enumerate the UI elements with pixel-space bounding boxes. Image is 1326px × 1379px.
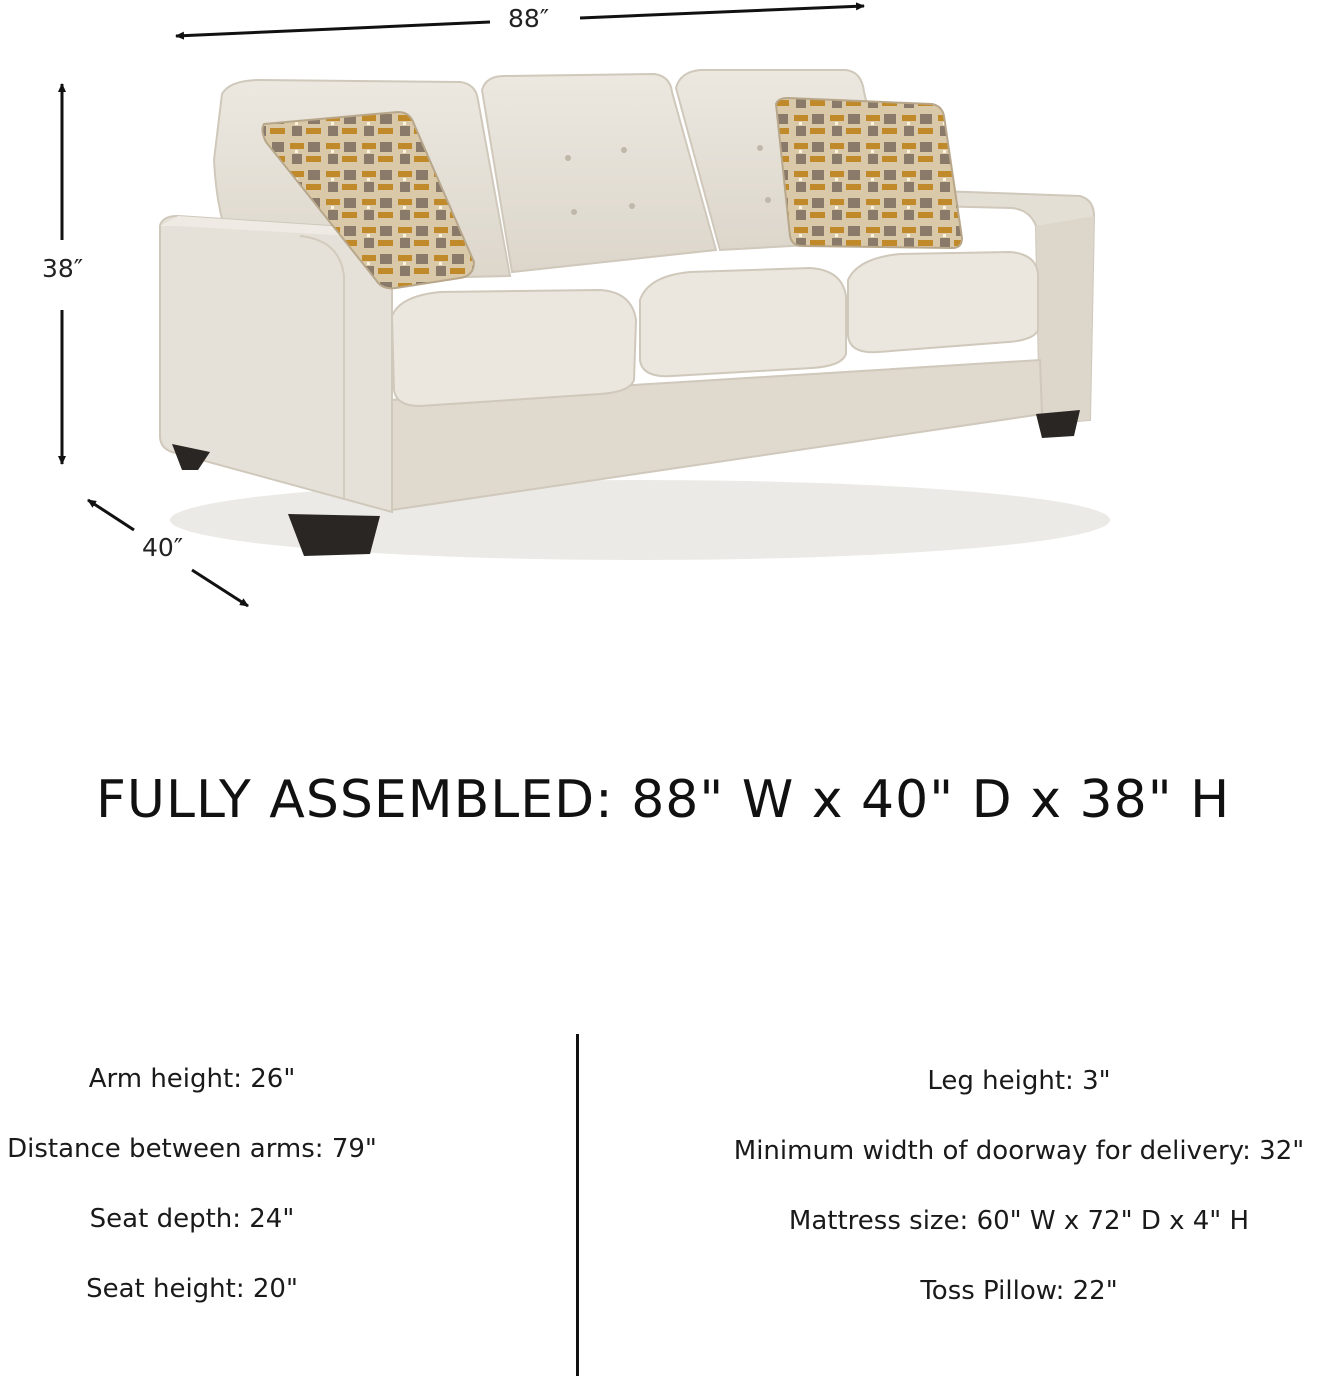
sofa-diagram — [0, 0, 1326, 660]
spec-seat-height: Seat height: 20" — [86, 1274, 298, 1304]
height-dimension-label: 38″ — [38, 254, 87, 284]
spec-mattress-size: Mattress size: 60" W x 72" D x 4" H — [788, 1206, 1250, 1236]
spec-leg-height: Leg height: 3" — [927, 1066, 1111, 1096]
depth-dimension-label: 40″ — [138, 533, 187, 563]
spec-arm-height: Arm height: 26" — [88, 1064, 296, 1094]
fully-assembled-dimensions: FULLY ASSEMBLED: 88" W x 40" D x 38" H — [96, 770, 1231, 830]
spec-distance-between-arms: Distance between arms: 79" — [7, 1134, 377, 1164]
spec-doorway-width: Minimum width of doorway for delivery: 32" — [733, 1136, 1305, 1166]
spec-toss-pillow: Toss Pillow: 22" — [920, 1276, 1118, 1306]
width-dimension-label: 88″ — [504, 4, 553, 34]
specs-divider — [576, 1034, 579, 1376]
spec-seat-depth: Seat depth: 24" — [89, 1204, 295, 1234]
sofa-illustration — [160, 70, 1110, 560]
